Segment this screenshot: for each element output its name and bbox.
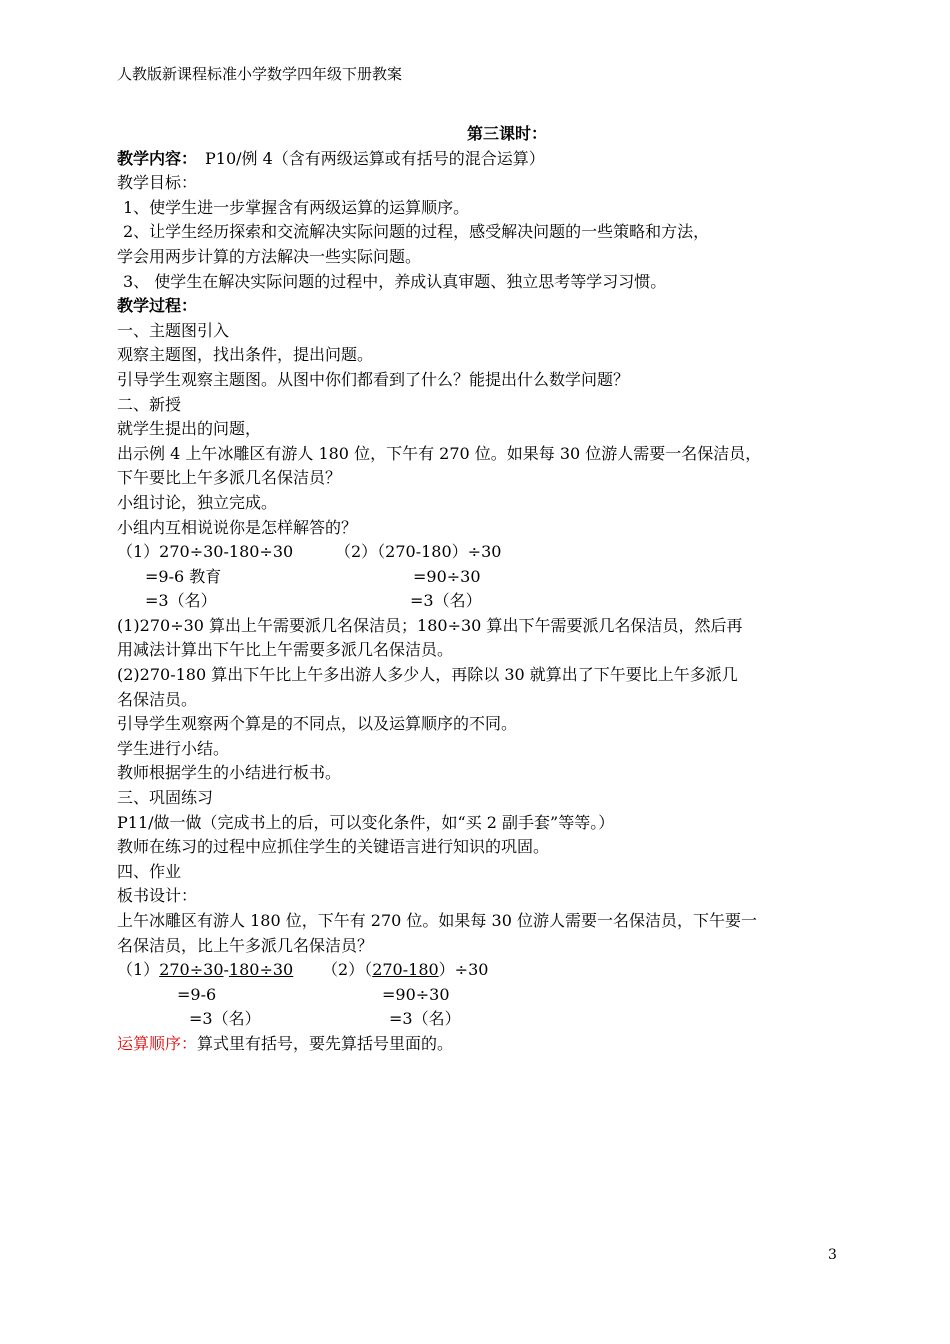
section-2-line-8: 教师根据学生的小结进行板书。 [117, 763, 342, 783]
board-calc-a-prefix: （1） [117, 960, 160, 980]
explanation-1b: 用减法计算出下午比上午需要多派几名保洁员。 [117, 640, 454, 660]
operation-order [117, 1032, 847, 1057]
goal-2a: 2、让学生经历探索和交流解决实际问题的过程，感受解决问题的一些策略和方法， [123, 222, 710, 242]
calc-b-step-2: =90÷30 [413, 566, 481, 586]
section-1-line-1: 观察主题图，找出条件，提出问题。 [117, 345, 374, 365]
calc-b-step-1: （2）（270-180）÷30 [335, 542, 502, 562]
teaching-content-value: P10/例 4（含有两级运算或有括号的混合运算） [205, 148, 545, 168]
operation-order-label: 运算顺序： [117, 1033, 198, 1053]
board-calc-b-step-1 [322, 958, 488, 983]
board-calc-b-underlined: 270-180 [372, 960, 439, 980]
board-calc-b-prefix: （2）（ [322, 960, 373, 980]
board-calc-b-step-3: =3（名） [389, 1009, 461, 1029]
section-2-line-7: 学生进行小结。 [117, 738, 230, 758]
board-design-label: 板书设计： [117, 886, 198, 906]
calc-row-1 [117, 540, 847, 565]
board-calc-row-2 [117, 983, 847, 1008]
calc-a-step-2: =9-6 教育 [145, 566, 222, 586]
lesson-title: 第三课时： [466, 124, 547, 143]
board-line-2: 名保洁员，比上午多派几名保洁员？ [117, 935, 374, 955]
calc-row-2 [117, 565, 847, 590]
section-3-title: 三、巩固练习 [117, 788, 214, 808]
board-calc-row-1 [117, 958, 847, 983]
goal-3: 3、 使学生在解决实际问题的过程中，养成认真审题、独立思考等学习习惯。 [123, 271, 667, 291]
section-3-line-1: P11/做一做（完成书上的后，可以变化条件，如“买 2 副手套”等等。） [117, 812, 615, 832]
calc-row-3 [117, 589, 847, 614]
section-2-line-3: 下午要比上午多派几名保洁员？ [117, 468, 342, 488]
board-calc-b-step-2: =90÷30 [382, 984, 450, 1004]
section-1-line-2: 引导学生观察主题图。从图中你们都看到了什么？能提出什么数学问题？ [117, 369, 630, 389]
board-calc-row-3 [117, 1007, 847, 1032]
goal-1: 1、使学生进一步掌握含有两级运算的运算顺序。 [123, 197, 470, 217]
section-3-line-2: 教师在练习的过程中应抓住学生的关键语言进行知识的巩固。 [117, 837, 550, 857]
section-2-title: 二、新授 [117, 394, 182, 414]
board-calc-a-underlined-2: 180÷30 [228, 960, 294, 980]
board-calc-a-step-1 [117, 958, 322, 983]
teaching-content-label: 教学内容： [117, 148, 198, 168]
calc-b-step-3: =3（名） [410, 591, 482, 611]
explanation-2b: 名保洁员。 [117, 689, 198, 709]
process-label: 教学过程： [117, 296, 198, 316]
teaching-content [117, 147, 847, 172]
section-2-line-5: 小组内互相说说你是怎样解答的？ [117, 517, 358, 537]
calc-a-step-3: =3（名） [145, 591, 217, 611]
operation-order-text: 算式里有括号，要先算括号里面的。 [197, 1033, 454, 1053]
page-number: 3 [828, 1247, 837, 1263]
section-2-line-1: 就学生提出的问题， [117, 419, 262, 439]
document-header: 人教版新课程标准小学数学四年级下册教案 [117, 65, 403, 83]
calc-a-step-1: （1）270÷30-180÷30 [117, 542, 294, 562]
section-1-title: 一、主题图引入 [117, 320, 230, 340]
section-2-line-2: 出示例 4 上午冰雕区有游人 180 位，下午有 270 位。如果每 30 位游人需要一名保洁员， [117, 443, 762, 463]
board-calc-a-step-2: =9-6 [177, 984, 217, 1004]
document-body [117, 122, 847, 1057]
section-2-line-6: 引导学生观察两个算是的不同点，以及运算顺序的不同。 [117, 714, 518, 734]
explanation-2a: (2)270-180 算出下午比上午多出游人多少人，再除以 30 就算出了下午要比上午多派几 [117, 665, 738, 685]
board-calc-b-suffix: ）÷30 [438, 960, 489, 980]
goals-label: 教学目标： [117, 173, 198, 193]
explanation-1a: (1)270÷30 算出上午需要派几名保洁员；180÷30 算出下午需要派几名保洁员，然后再 [117, 615, 743, 635]
board-calc-a-minus: - [223, 960, 229, 980]
board-calc-a-underlined-1: 270÷30 [159, 960, 224, 980]
board-calc-a-step-3: =3（名） [189, 1009, 261, 1029]
section-4-title: 四、作业 [117, 861, 182, 881]
board-line-1: 上午冰雕区有游人 180 位，下午有 270 位。如果每 30 位游人需要一名保洁员，下午要一 [117, 911, 757, 930]
section-2-line-4: 小组讨论，独立完成。 [117, 492, 278, 512]
goal-2b: 学会用两步计算的方法解决一些实际问题。 [117, 246, 422, 266]
